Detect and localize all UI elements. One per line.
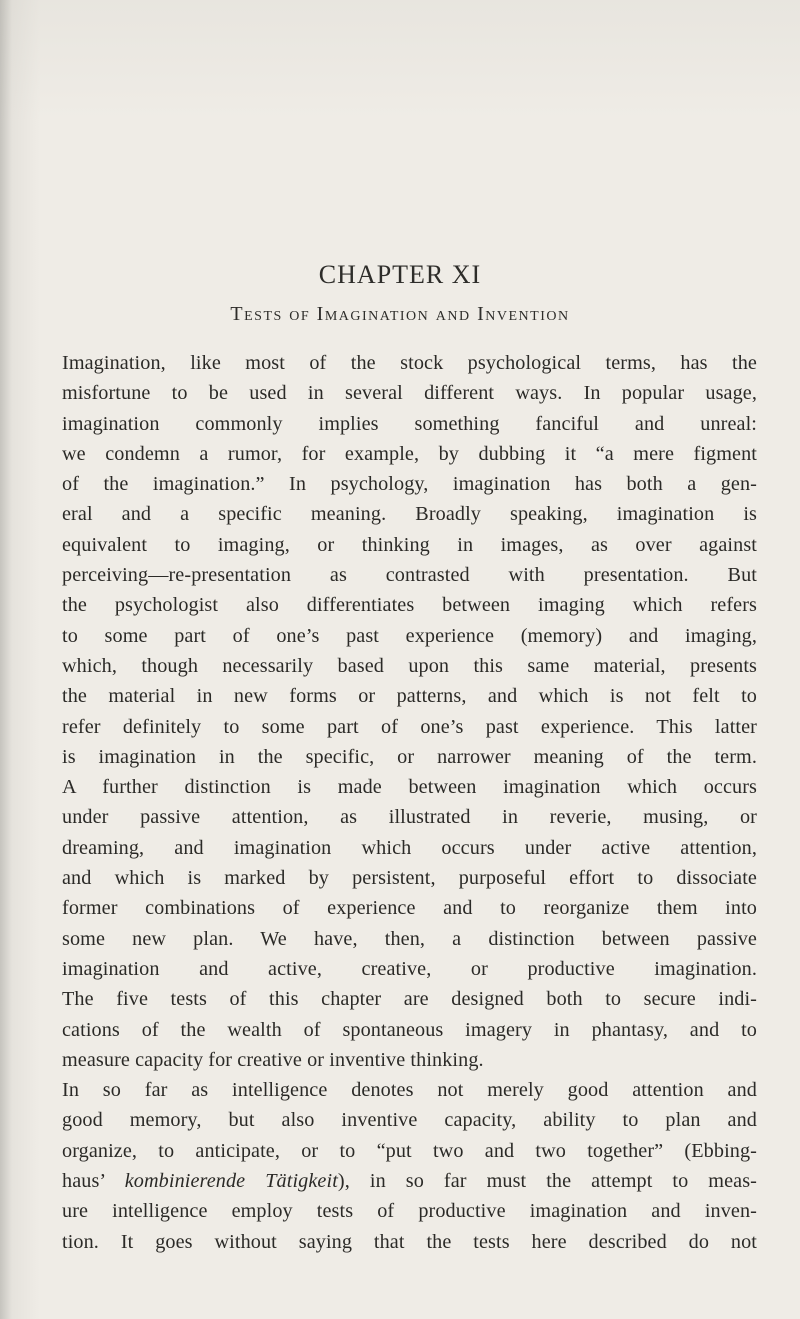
text-line: Imagination, like most of the stock psychological terms, has the [62,352,757,374]
text-fragment: ), in so far must the attempt to meas- [337,1170,757,1193]
text-line: dreaming, and imagination which occurs under active attention, [62,836,757,859]
text-line: A further distinction is made between imagination which occurs [62,776,757,799]
text-line: measure capacity for creative or inventive thinking. [62,1048,484,1071]
text-line: the psychologist also differentiates between imaging which refers [62,594,757,617]
text-line: of the imagination.” In psychology, imagination has both a gen- [62,473,757,496]
text-line: which, though necessarily based upon this same material, presents [62,654,757,677]
text-line: and which is marked by persistent, purposeful effort to dissociate [62,867,757,890]
text-line: some new plan. We have, then, a distinction between passive [62,927,757,950]
text-line: the material in new forms or patterns, and which is not felt to [62,685,757,708]
text-line: misfortune to be used in several different ways. In popular usage, [62,382,757,405]
text-line: The five tests of this chapter are designed both to secure indi- [62,988,757,1011]
text-line: organize, to anticipate, or to “put two and two together” (Ebbing- [62,1139,757,1162]
text-line: refer definitely to some part of one’s past experience. This latter [62,715,757,738]
text-line-mixed [62,1166,757,1196]
text-line: eral and a specific meaning. Broadly speaking, imagination is [62,503,757,526]
text-line: imagination commonly implies something fanciful and unreal: [62,412,757,435]
text-line: good memory, but also inventive capacity, ability to plan and [62,1109,757,1132]
text-line: is imagination in the specific, or narrower meaning of the term. [62,745,757,768]
text-line: ure intelligence employ tests of productive imagination and inven- [62,1200,757,1223]
text-line: perceiving—re-presentation as contrasted with presentation. But [62,564,757,587]
text-line: to some part of one’s past experience (memory) and imaging, [62,624,757,647]
text-line: equivalent to imaging, or thinking in images, as over against [62,533,757,556]
text-line: tion. It goes without saying that the tests here described do not [62,1230,757,1253]
text-line: former combinations of experience and to reorganize them into [62,897,757,920]
body-text [62,348,757,1257]
text-line: we condemn a rumor, for example, by dubbing it “a mere figment [62,442,757,465]
text-line: cations of the wealth of spontaneous imagery in phantasy, and to [62,1018,757,1041]
chapter-heading: CHAPTER XI [318,260,482,289]
chapter-title: Tests of Imagination and Invention [230,303,570,325]
text-line: In so far as intelligence denotes not merely good attention and [62,1079,757,1102]
text-line: under passive attention, as illustrated in reverie, musing, or [62,806,757,829]
italic-term: kombinierende Tätigkeit [124,1170,338,1193]
text-line: imagination and active, creative, or productive imagination. [62,957,757,980]
text-fragment: haus’ [62,1170,105,1193]
